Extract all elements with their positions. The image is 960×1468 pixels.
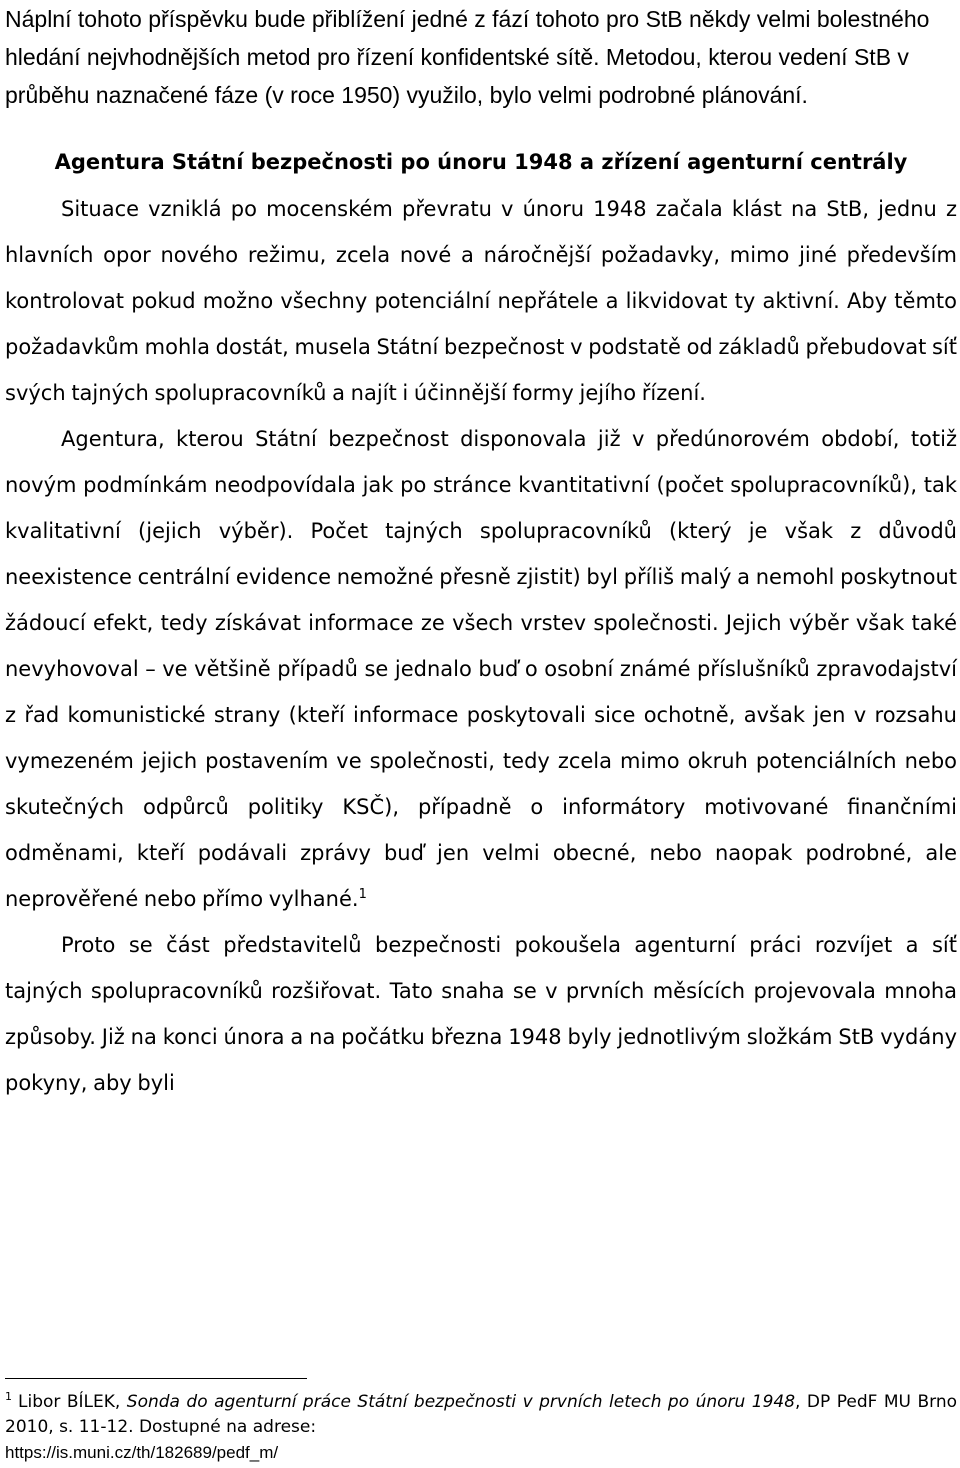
section-heading: Agentura Státní bezpečnosti po únoru 1948 a zřízení agenturní centrály: [54, 150, 908, 174]
footnote-author: Libor BÍLEK,: [18, 1392, 121, 1412]
footnote-details: , DP PedF MU Brno 2010, s. 11-12. Dostupné na adrese:: [5, 1392, 957, 1437]
paragraph-text: Proto se část představitelů bezpečnosti pokoušela agenturní práci rozvíjet a síť tajných spolupracovníků rozšiřovat. Tato snaha se v prvních měsících projevovala mnoha způsoby. Již na konci února a na počátku března 1948 byly jednotlivým složkám StB vydány pokyny, aby byli: [5, 933, 957, 1095]
footnote-title: Sonda do agenturní práce Státní bezpečnosti v prvních letech po únoru 1948: [126, 1392, 796, 1412]
body-paragraph-1: [5, 186, 957, 416]
footnote-number: 1: [5, 1390, 12, 1404]
footnote-reference[interactable]: 1: [358, 887, 367, 902]
footnote-separator: [5, 1378, 307, 1379]
footnote: [5, 1390, 957, 1465]
paragraph-text: Agentura, kterou Státní bezpečnost disponovala již v předúnorovém období, totiž novým podmínkám neodpovídala jak po stránce kvantitativní (počet spolupracovníků), tak kvalitativní (jejich výběr). Počet tajných spolupracovníků (který je však z důvodů neexistence centrální evidence nemožné přesně zjistit) byl příliš malý a nemohl poskytnout žádoucí efekt, tedy získávat informace ze všech vrstev společnosti. Jejich výběr však také nevyhovoval – ve většině případů se jednalo buď o osobní známé příslušníků zpravodajství z řad komunistické strany (kteří informace poskytovali sice ochotně, avšak jen v rozsahu vymezeném jejich postavením ve společnosti, tedy zcela mimo okruh potenciálních nebo skutečných odpůrců politiky KSČ), případně o informátory motivované finančními odměnami, kteří podávali zprávy buď jen velmi obecné, nebo naopak podrobné, ale neprověřené nebo přímo vylhané.: [5, 427, 957, 911]
body-paragraph-3: [5, 922, 957, 1106]
footnote-url-link[interactable]: https://is.muni.cz/th/182689/pedf_m/: [5, 1443, 279, 1462]
intro-paragraph: Náplní tohoto příspěvku bude přiblížení jedné z fází tohoto pro StB někdy velmi bolestného hledání nejvhodnějších metod pro řízení konfidentské sítě. Metodou, kterou vedení StB v průběhu naznačené fáze (v roce 1950) využilo, bylo velmi podrobné plánování.: [5, 6, 930, 108]
document-page: [5, 0, 957, 1106]
body-paragraph-2: [5, 416, 957, 922]
paragraph-text: Situace vzniklá po mocenském převratu v únoru 1948 začala klást na StB, jednu z hlavních opor nového režimu, zcela nové a náročnější požadavky, mimo jiné především kontrolovat pokud možno všechny potenciální nepřátele a likvidovat ty aktivní. Aby těmto požadavkům mohla dostát, musela Státní bezpečnost v podstatě od základů přebudovat síť svých tajných spolupracovníků a najít i účinnější formy jejího řízení.: [5, 197, 957, 405]
